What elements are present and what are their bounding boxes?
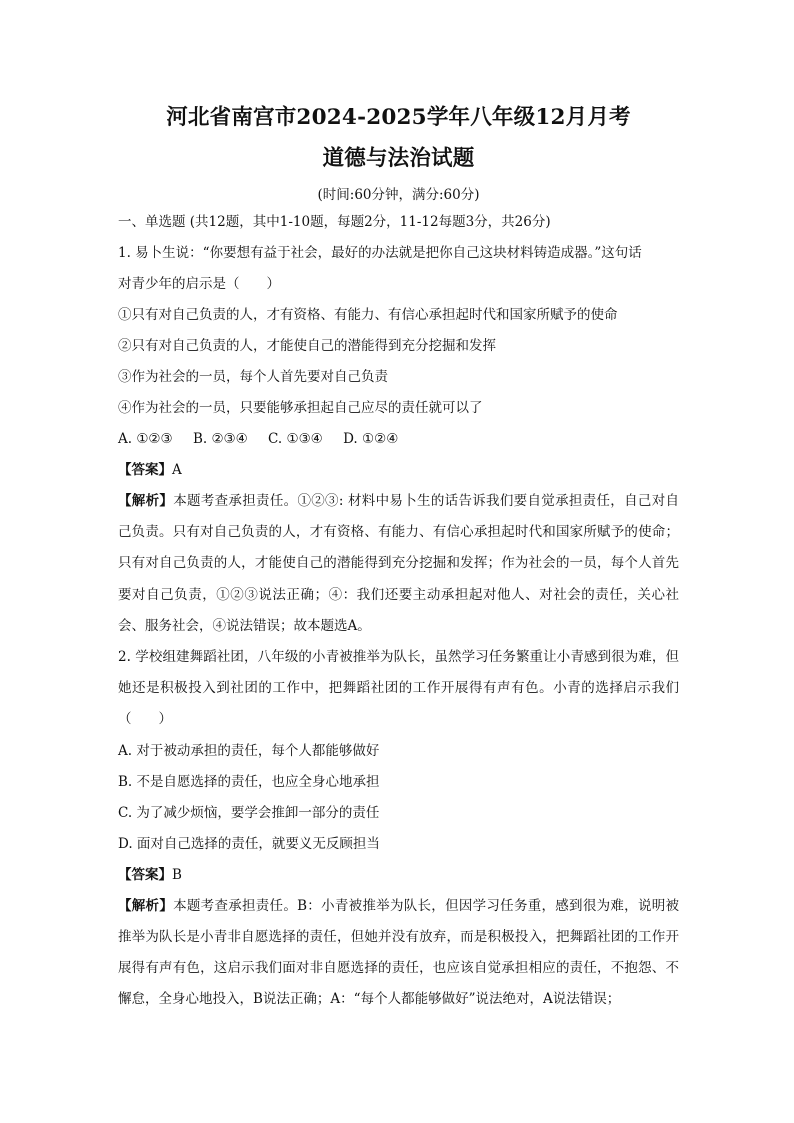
answer-line [118,455,679,486]
analysis-text: 本题考查承担责任。①②③: 材料中易卜生的话告诉我们要自觉承担责任，自己对自己负责。只有对自己负责的人，才有资格、有能力、有信心承担起时代和国家所赋予的使命；只有对自己负责的人，才能使自己的潜能得到充分挖掘和发挥；作为社会的一员，每个人首先要对自己负责，①②③说法正确；④：我们还要主动承担起对他人、对社会的责任，关心社会、服务社会，④说法错误；故本题选A。 [118,493,679,634]
time-score-note: (时间:60分钟，满分:60分) [317,187,480,203]
question-stem-line: 对青少年的启示是（ ） [118,276,280,292]
choice-b: B. ②③④ [192,431,248,447]
section-heading: 一、单选题 (共12题，其中1-10题，每题2分，11-12每题3分，共26分) [118,214,551,230]
choice-a: A. ①②③ [118,431,173,447]
statement-option: ④作为社会的一员，只要能够承担起自己应尽的责任就可以了 [118,400,483,416]
answer-label: 【答案】 [118,462,172,478]
answer-value: A [172,462,182,478]
analysis-label: 【解析】 [118,897,174,914]
question-1 [118,238,679,642]
answer-line [118,860,679,891]
option-b: B. 不是自愿选择的责任，也应全身心地承担 [118,773,380,790]
answer-label: 【答案】 [118,866,172,883]
statement-option: ③作为社会的一员，每个人首先要对自己负责 [118,369,388,385]
choice-c: C. ①③④ [268,431,323,447]
option-d: D. 面对自己选择的责任，就要义无反顾担当 [118,835,380,852]
option-a: A. 对于被动承担的责任，每个人都能够做好 [118,742,380,759]
question-2 [118,642,679,1015]
option-c: C. 为了减少烦恼，要学会推卸一部分的责任 [118,804,380,821]
answer-value: B [172,866,182,883]
choice-d: D. ①②④ [343,431,399,447]
answer-choices [118,424,679,455]
statement-option: ①只有对自己负责的人，才有资格、有能力、有信心承担起时代和国家所赋予的使命 [118,307,618,323]
exam-title: 河北省南宫市2024-2025学年八年级12月月考 [166,105,631,130]
analysis-text: 本题考查承担责任。B：小青被推举为队长，但因学习任务重，感到很为难，说明被推举为队长是小青非自愿选择的责任，但她并没有放弃，而是积极投入，把舞蹈社团的工作开展得有声有色，这启示我们面对非自愿选择的责任，也应该自觉承担相应的责任，不抱怨、不懈怠，全身心地投入，B说法正确；A：“每个人都能够做好”说法绝对，A说法错误； [118,897,679,1008]
statement-option: ②只有对自己负责的人，才能使自己的潜能得到充分挖掘和发挥 [118,338,496,354]
analysis-paragraph [118,486,679,642]
question-stem: 2. 学校组建舞蹈社团，八年级的小青被推举为队长，虽然学习任务繁重让小青感到很为难，但她还是积极投入到社团的工作中，把舞蹈社团的工作开展得有声有色。小青的选择启示我们（ ） [118,649,679,728]
analysis-paragraph [118,891,679,1016]
analysis-label: 【解析】 [118,493,174,509]
question-stem-line: 1. 易卜生说：“你要想有益于社会，最好的办法就是把你自己这块材料铸造成器。”这句话 [118,245,642,261]
exam-subject-title: 道德与法治试题 [322,146,475,171]
